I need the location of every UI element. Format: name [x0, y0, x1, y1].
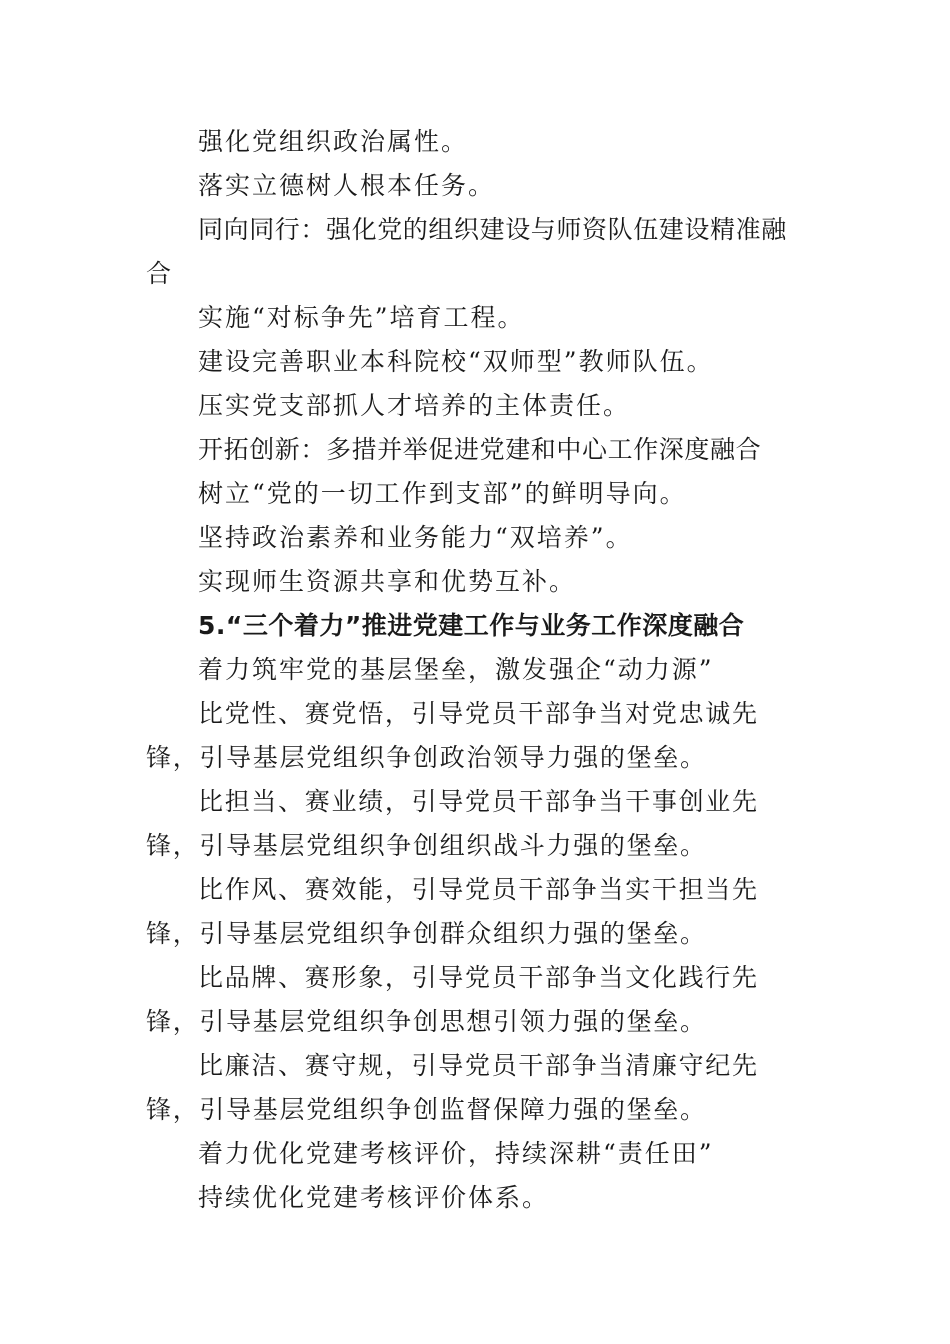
- document-body: [146, 120, 811, 1220]
- paragraph-1: 强化党组织政治属性。: [198, 127, 469, 156]
- paragraph-9: 坚持政治素养和业务能力“双培养”。: [198, 523, 633, 552]
- paragraph-responsibility: 比担当、赛业绩，引导党员干部争当干事创业先锋，引导基层党组织争创组织战斗力强的堡垒。: [146, 787, 759, 860]
- section-heading-5: 5.“三个着力”推进党建工作与业务工作深度融合: [198, 611, 745, 640]
- subheading-same-direction: 同向同行：强化党的组织建设与师资队伍建设精准融合: [146, 215, 787, 288]
- subheading-grassroots: 着力筑牢党的基层堡垒，激发强企“动力源”: [198, 655, 714, 684]
- paragraph-party-spirit: 比党性、赛党悟，引导党员干部争当对党忠诚先锋，引导基层党组织争创政治领导力强的堡垒。: [146, 699, 759, 772]
- paragraph-work-style: 比作风、赛效能，引导党员干部争当实干担当先锋，引导基层党组织争创群众组织力强的堡垒。: [146, 875, 759, 948]
- subheading-evaluation: 着力优化党建考核评价，持续深耕“责任田”: [198, 1139, 714, 1168]
- subheading-innovation: 开拓创新：多措并举促进党建和中心工作深度融合: [198, 435, 762, 464]
- paragraph-evaluation-system: 持续优化党建考核评价体系。: [198, 1183, 550, 1212]
- paragraph-brand: 比品牌、赛形象，引导党员干部争当文化践行先锋，引导基层党组织争创思想引领力强的堡垒。: [146, 963, 759, 1036]
- paragraph-5: 建设完善职业本科院校“双师型”教师队伍。: [198, 347, 714, 376]
- paragraph-2: 落实立德树人根本任务。: [198, 171, 496, 200]
- paragraph-integrity: 比廉洁、赛守规，引导党员干部争当清廉守纪先锋，引导基层党组织争创监督保障力强的堡垒。: [146, 1051, 759, 1124]
- paragraph-10: 实现师生资源共享和优势互补。: [198, 567, 577, 596]
- paragraph-4: 实施“对标争先”培育工程。: [198, 303, 525, 332]
- paragraph-6: 压实党支部抓人才培养的主体责任。: [198, 391, 631, 420]
- paragraph-8: 树立“党的一切工作到支部”的鲜明导向。: [198, 479, 687, 508]
